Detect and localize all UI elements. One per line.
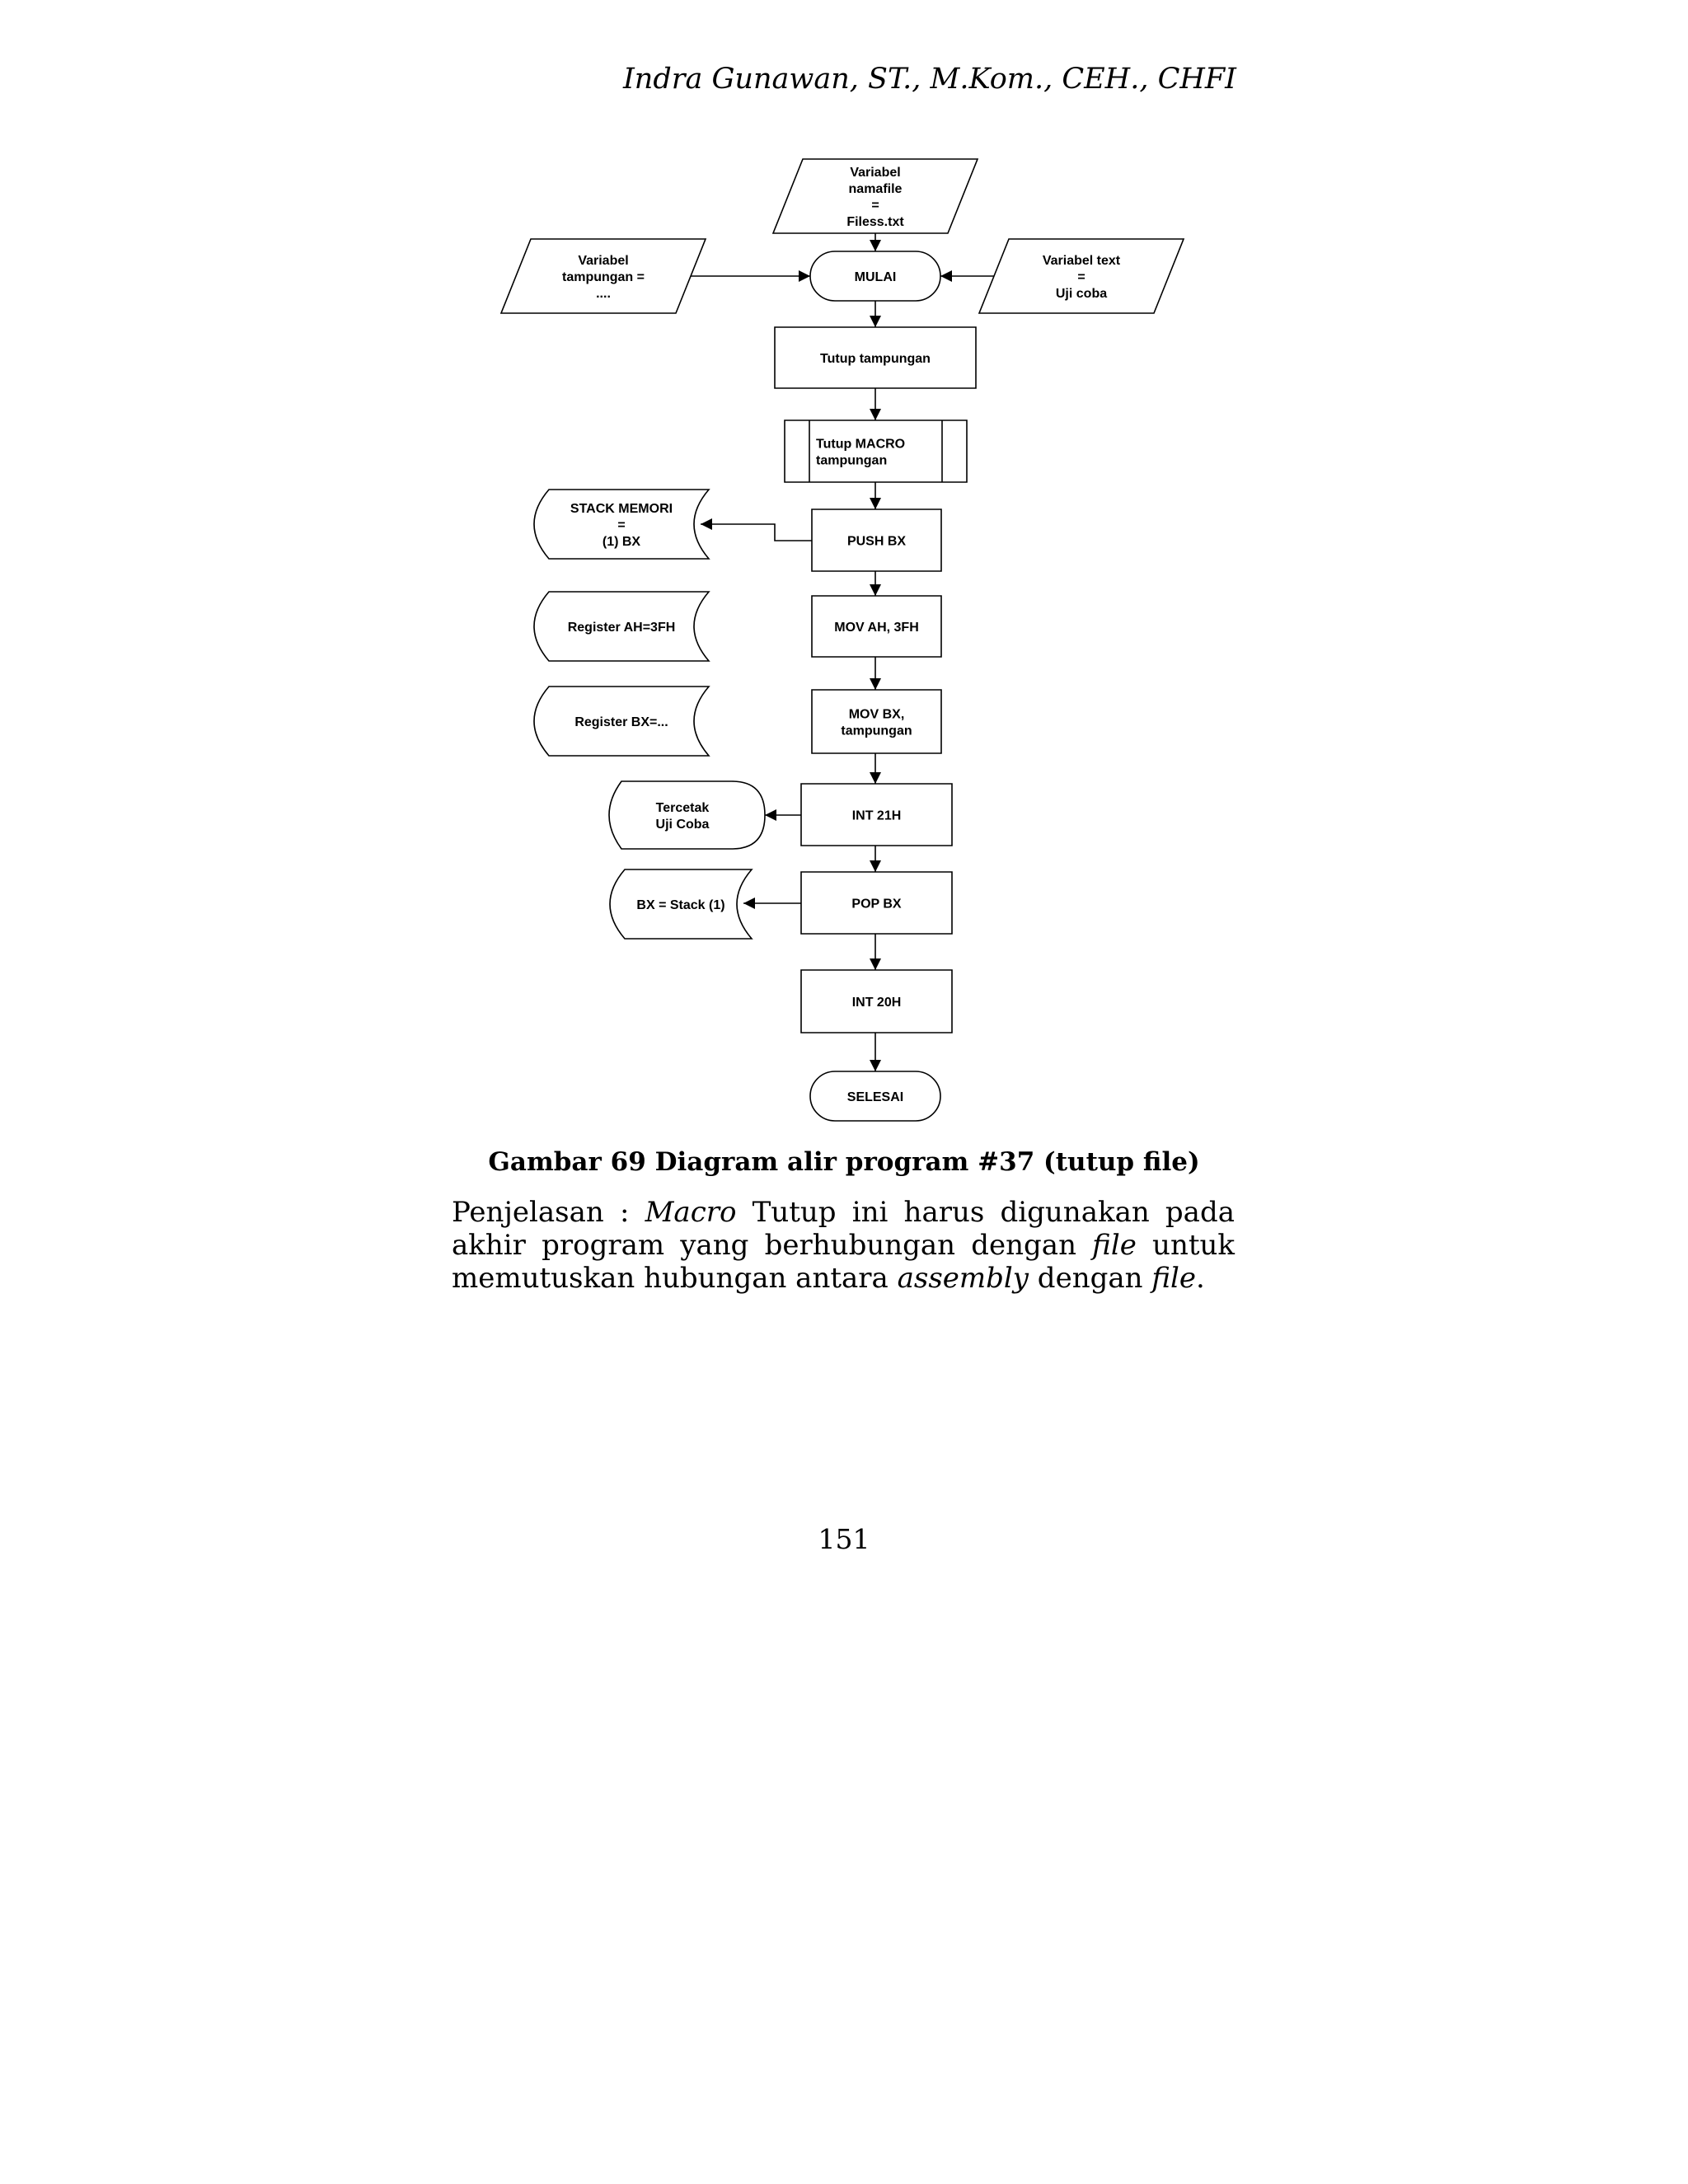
node-label-line: BX = Stack (1) [636, 898, 725, 912]
flow-node-var-namafile [773, 159, 978, 233]
running-header-author: Indra Gunawan, ST., M.Kom., CEH., CHFI [622, 63, 1236, 96]
paragraph-text: . [1196, 1262, 1205, 1295]
flow-node-tercetak [609, 781, 765, 849]
node-label-line: INT 21H [851, 808, 902, 823]
node-label-line: Tutup MACRO [816, 437, 906, 452]
node-label-line: Variabel text [1042, 254, 1121, 268]
flow-node-reg-ah [534, 592, 709, 661]
node-shape-predefined-process [785, 420, 967, 482]
paragraph-text: untuk memutuskan hubungan antara [452, 1229, 1236, 1295]
flow-node-mulai [810, 251, 940, 301]
node-label-line: namafile [848, 182, 903, 196]
node-label-line: Filess.txt [846, 215, 904, 229]
flow-node-mov-bx [812, 690, 941, 753]
node-label-line: MOV AH, 3FH [834, 621, 919, 635]
flow-node-pop-bx [801, 872, 952, 934]
flow-node-mov-ah [812, 596, 941, 657]
flow-node-var-tampungan [501, 239, 706, 313]
flow-node-bx-stack [610, 869, 752, 939]
paragraph-emphasis: file [1092, 1229, 1137, 1262]
flow-node-int20 [801, 970, 952, 1033]
node-label-line: INT 20H [851, 996, 902, 1010]
flow-node-reg-bx [534, 687, 709, 756]
paragraph-text: Penjelasan : [452, 1196, 645, 1229]
node-label-line: Uji Coba [655, 818, 710, 832]
node-label-line: Register BX=... [574, 715, 668, 729]
node-label-line: .... [596, 287, 611, 301]
node-label-line: (1) BX [602, 535, 641, 549]
flow-node-stack-memori [534, 490, 709, 559]
flow-node-tutup-macro [785, 420, 967, 482]
node-label-line: Uji coba [1055, 287, 1108, 301]
node-label-line: Variabel [578, 254, 629, 268]
node-label-line: STACK MEMORI [570, 502, 673, 516]
edge-push_bx-to-stack_memori [701, 524, 812, 541]
explanation-paragraph [452, 1196, 1235, 1295]
paragraph-emphasis: file [1151, 1262, 1197, 1295]
figure-caption: Gambar 69 Diagram alir program #37 (tutup file) [488, 1147, 1200, 1177]
node-label-line: Tutup tampungan [820, 352, 931, 366]
node-label-line: = [617, 518, 626, 532]
node-label-line: MOV BX, [848, 707, 905, 722]
node-label-line: Tercetak [655, 801, 710, 815]
node-label-line: Register AH=3FH [567, 621, 676, 635]
node-label-line: tampungan = [561, 270, 645, 284]
flow-node-int21 [801, 784, 952, 846]
paragraph-emphasis: Macro [645, 1196, 737, 1229]
node-shape-process [812, 690, 941, 753]
node-label-line: = [871, 199, 879, 213]
node-label-line: POP BX [851, 897, 902, 912]
node-label-line: Variabel [850, 166, 901, 180]
node-label-line: tampungan [816, 453, 888, 468]
paragraph-text: Tutup ini harus digunakan pada akhir program yang berhubungan dengan [452, 1196, 1235, 1262]
node-label-line: tampungan [841, 724, 912, 738]
node-label-line: MULAI [854, 270, 897, 284]
node-label-line: PUSH BX [846, 534, 907, 549]
paragraph-text: dengan [1029, 1262, 1152, 1295]
flow-node-var-text [979, 239, 1184, 313]
paragraph-emphasis: assembly [897, 1262, 1029, 1295]
flow-node-selesai [810, 1071, 940, 1121]
node-shape-display [609, 781, 765, 849]
node-label-line: = [1077, 270, 1085, 284]
flow-node-tutup-tampungan [775, 327, 976, 388]
flow-node-push-bx [812, 509, 941, 571]
node-label-line: SELESAI [846, 1090, 904, 1104]
page-number: 151 [818, 1523, 870, 1555]
